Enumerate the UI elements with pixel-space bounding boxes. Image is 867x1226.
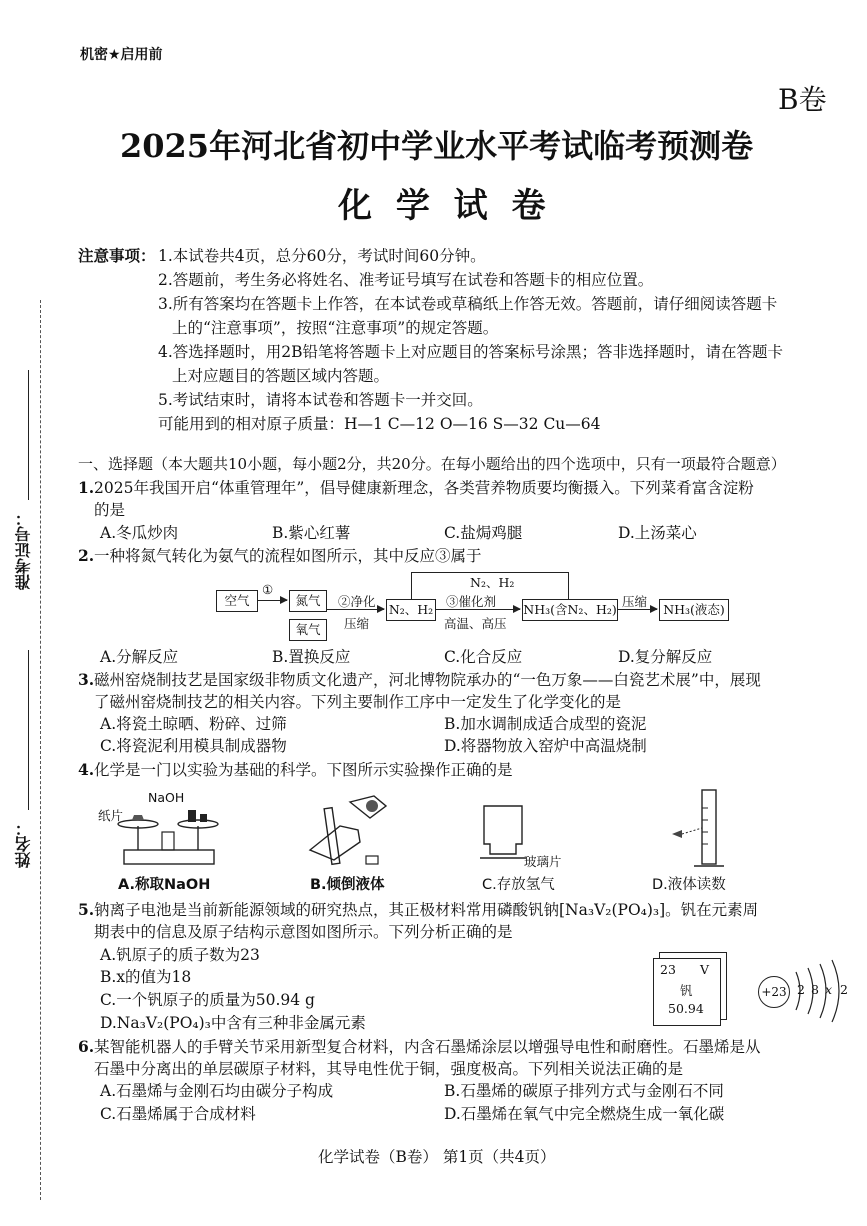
question-number: 3. xyxy=(78,670,95,689)
option-a: A.分解反应 xyxy=(100,648,179,666)
question-stem: 一种将氮气转化为氨气的流程如图所示，其中反应③属于 xyxy=(94,547,482,565)
option-b: B.紫心红薯 xyxy=(272,524,351,542)
option-a: A.将瓷土晾晒、粉碎、过筛 xyxy=(100,715,287,733)
shell-electrons: 8 xyxy=(811,982,819,997)
question-stem: 石墨中分离出的单层碳原子材料，其导电性优于铜，强度极高。下列相关说法正确的是 xyxy=(94,1060,684,1078)
question-stem: 的是 xyxy=(94,501,126,519)
note-item: 4.答选择题时，用2B铅笔将答题卡上对应题目的答案标号涂黑；答非选择题时，请在答题卡 xyxy=(158,343,784,361)
option-c: C.盐焗鸡腿 xyxy=(444,524,523,542)
exam-id-blank xyxy=(28,370,29,500)
option-d: D.Na₃V₂(PO₄)₃中含有三种非金属元素 xyxy=(100,1014,366,1032)
name-blank xyxy=(28,650,29,810)
atomic-number: 23 xyxy=(660,962,676,977)
option-c: C.一个钒原子的质量为50.94 g xyxy=(100,991,315,1009)
page-footer: 化学试卷（B卷） 第1页（共4页） xyxy=(318,1148,556,1166)
element-name: 钒 xyxy=(680,983,693,998)
option-d: D.石墨烯在氧气中完全燃烧生成一氧化碳 xyxy=(444,1105,725,1123)
step-2-label: ②净化 xyxy=(338,594,376,609)
question-number: 4. xyxy=(78,760,95,779)
cylinder-illustration xyxy=(668,788,748,874)
atomic-mass: 50.94 xyxy=(668,1001,704,1016)
classification-mark: 机密★启用前 xyxy=(80,47,163,63)
option-d: D.液体读数 xyxy=(652,877,726,893)
option-b: B.倾倒液体 xyxy=(310,877,385,893)
option-c: C.石墨烯属于合成材料 xyxy=(100,1105,256,1123)
option-a: A.石墨烯与金刚石均由碳分子构成 xyxy=(100,1082,334,1100)
step-2-condition: 压缩 xyxy=(344,616,370,631)
question-stem: 钠离子电池是当前新能源领域的研究热点，其正极材料常用磷酸钒钠[Na₃V₂(PO₄)₃]。钒在元素周 xyxy=(94,901,759,919)
question-stem: 2025年我国开启“体重管理年”，倡导健康新理念，各类营养物质要均衡摄入。下列菜肴富含淀粉 xyxy=(94,479,754,497)
note-item: 上对应题目的答题区域内答题。 xyxy=(172,367,390,385)
mix-box: N₂、H₂ xyxy=(386,599,436,621)
air-box: 空气 xyxy=(216,590,258,612)
question-stem: 磁州窑烧制技艺是国家级非物质文化遗产，河北博物院承办的“一色万象——白瓷艺术展”中，展现 xyxy=(94,671,761,689)
option-b: B.x的值为18 xyxy=(100,968,192,986)
shell-electrons: 2 xyxy=(797,982,805,997)
step-3-condition: 高温、高压 xyxy=(444,616,507,631)
nucleus-charge: +23 xyxy=(761,985,787,999)
option-c: C.化合反应 xyxy=(444,648,523,666)
glass-plate-label: 玻璃片 xyxy=(524,854,562,869)
nucleus xyxy=(758,976,790,1008)
element-symbol: V xyxy=(700,962,710,977)
step-1-label: ① xyxy=(262,582,274,597)
arrow xyxy=(257,600,287,601)
option-a: A.称取NaOH xyxy=(118,877,211,893)
option-c: C.将瓷泥利用模具制成器物 xyxy=(100,737,287,755)
question-stem: 了磁州窑烧制技艺的相关内容。下列主要制作工序中一定发生了化学变化的是 xyxy=(94,693,622,711)
oxygen-box: 氧气 xyxy=(289,619,327,641)
exam-id-label: 准考证号： xyxy=(14,510,33,590)
exam-title: 2025年河北省初中学业水平考试临考预测卷 xyxy=(120,127,754,165)
note-item: 3.所有答案均在答题卡上作答，在本试卷或草稿纸上作答无效。答题前，请仔细阅读答题卡 xyxy=(158,295,778,313)
liquid-ammonia-box: NH₃(液态) xyxy=(659,599,729,621)
note-item: 上的“注意事项”，按照“注意事项”的规定答题。 xyxy=(172,319,499,337)
pouring-illustration xyxy=(300,790,400,874)
option-d: D.将器物放入窑炉中高温烧制 xyxy=(444,737,647,755)
option-b: B.置换反应 xyxy=(272,648,351,666)
shell-electrons: x xyxy=(825,982,833,997)
note-item: 5.考试结束时，请将本试卷和答题卡一并交回。 xyxy=(158,391,483,409)
ammonia-mix-box: NH₃(含N₂、H₂) xyxy=(522,599,618,621)
option-b: B.加水调制成适合成型的瓷泥 xyxy=(444,715,647,733)
paper-subtitle: 化 学 试 卷 xyxy=(338,186,552,226)
atomic-mass-line: 可能用到的相对原子质量：H—1 C—12 O—16 S—32 Cu—64 xyxy=(158,415,601,433)
question-stem: 化学是一门以实验为基础的科学。下图所示实验操作正确的是 xyxy=(94,761,513,779)
step-4-label: 压缩 xyxy=(622,594,648,609)
option-d: D.复分解反应 xyxy=(618,648,713,666)
step-3-label: ③催化剂 xyxy=(446,594,497,609)
notes-lead: 注意事项： xyxy=(78,246,156,265)
gas-bottle-illustration xyxy=(478,804,528,862)
recycle-label: N₂、H₂ xyxy=(470,575,515,590)
naoh-label: NaOH xyxy=(148,790,185,805)
question-stem: 期表中的信息及原子结构示意图如图所示。下列分析正确的是 xyxy=(94,923,513,941)
note-item: 2.答题前，考生务必将姓名、准考证号填写在试卷和答题卡的相应位置。 xyxy=(158,271,654,289)
option-a: A.冬瓜炒肉 xyxy=(100,524,179,542)
option-d: D.上汤菜心 xyxy=(618,524,697,542)
question-number: 6. xyxy=(78,1037,95,1056)
option-c: C.存放氢气 xyxy=(482,877,555,893)
name-label: 姓名： xyxy=(14,820,33,868)
volume-label: B卷 xyxy=(778,83,827,116)
paper-label: 纸片 xyxy=(98,808,124,823)
binding-line xyxy=(40,300,41,1200)
question-number: 5. xyxy=(78,900,95,919)
option-b: B.石墨烯的碳原子排列方式与金刚石不同 xyxy=(444,1082,724,1100)
question-stem: 某智能机器人的手臂关节采用新型复合材料，内含石墨烯涂层以增强导电性和耐磨性。石墨烯是从 xyxy=(94,1038,761,1056)
question-number: 2. xyxy=(78,546,95,565)
section-heading: 一、选择题（本大题共10小题，每小题2分，共20分。在每小题给出的四个选项中，只有一项最符合题意） xyxy=(78,455,786,473)
note-item: 1.本试卷共4页，总分60分，考试时间60分钟。 xyxy=(158,247,486,265)
option-a: A.钒原子的质子数为23 xyxy=(100,946,260,964)
nitrogen-box: 氮气 xyxy=(289,590,327,612)
question-number: 1. xyxy=(78,478,95,497)
element-card xyxy=(653,958,721,1026)
shell-electrons: 2 xyxy=(840,982,848,997)
